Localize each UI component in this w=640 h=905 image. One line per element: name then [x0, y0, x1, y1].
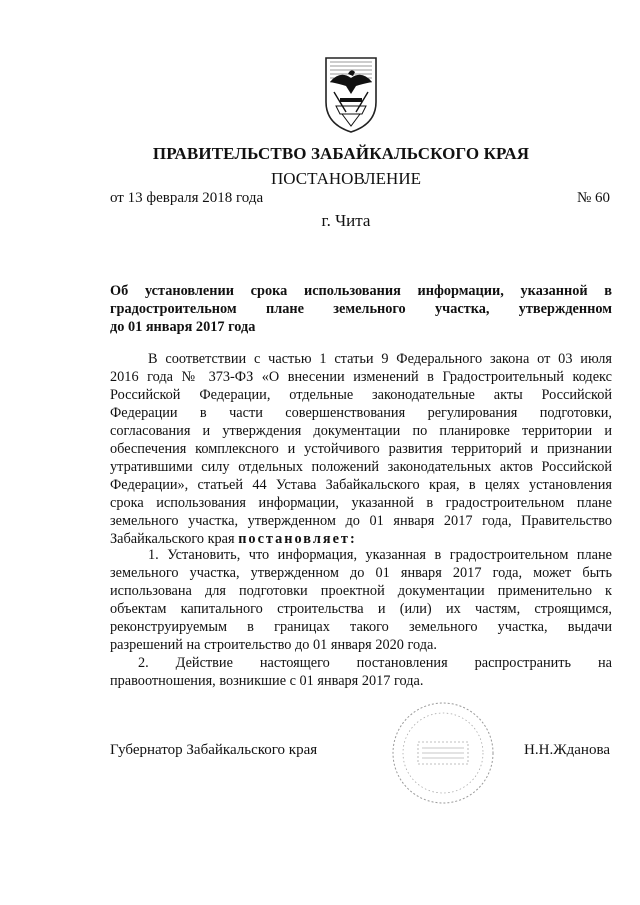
text-line: Российской Федерации, отдельные законодательные акты Российской [110, 387, 612, 403]
text-line: утратившими силу отдельных положений законодательных актов Российской [110, 459, 612, 475]
preamble-paragraph [110, 350, 612, 548]
text-line: Федерации», статьей 44 Устава Забайкальского края, в целях установления [110, 477, 612, 493]
clause-line: реконструируемым в границах такого земельного участка, выдачи [110, 619, 612, 635]
clause-line: объектам капитального строительства и (или) их частям, строящимся, [110, 601, 612, 617]
document-title [110, 282, 612, 336]
signature-position: Губернатор Забайкальского края [110, 742, 318, 758]
clause-line: использована для подготовки проектной документации применительно к [110, 583, 612, 599]
clause-line: разрешений на строительство до 01 января 2020 года. [110, 637, 437, 653]
signature-name: Н.Н.Жданова [524, 742, 610, 758]
text-line: 2016 года № 373-ФЗ «О внесении изменений в Градостроительный кодекс [110, 369, 612, 385]
document-number: № 60 [576, 190, 610, 206]
coat-of-arms-emblem [322, 52, 380, 134]
document-type: ПОСТАНОВЛЕНИЕ [270, 169, 421, 188]
text-fragment: Забайкальского края [110, 531, 235, 547]
clause-line: 2. Действие настоящего постановления распространить на [138, 655, 612, 671]
title-line: до 01 января 2017 года [110, 319, 256, 335]
organization-heading: ПРАВИТЕЛЬСТВО ЗАБАЙКАЛЬСКОГО КРАЯ [152, 144, 530, 163]
official-stamp [388, 698, 498, 808]
clause-line: земельного участка, утвержденном до 01 января 2017 года, может быть [110, 565, 612, 581]
text-line: В соответствии с частью 1 статьи 9 Федерального закона от 03 июля [148, 351, 612, 367]
title-line: Об установлении срока использования информации, указанной в [110, 283, 612, 299]
text-line: согласования и утверждения документации по планировке территории и [110, 423, 612, 439]
clause-line: 1. Установить, что информация, указанная в градостроительном плане [148, 547, 612, 563]
decree-word: постановляет: [238, 531, 357, 547]
clauses [110, 546, 612, 690]
city-name: г. Чита [321, 211, 371, 230]
text-line: обеспечения комплексного и устойчивого развития территорий и признании [110, 441, 612, 457]
clause-line: правоотношения, возникшие с 01 января 2017 года. [110, 673, 424, 689]
text-line: Федерации в части совершенствования регулирования подготовки, [110, 405, 612, 421]
title-line: градостроительном плане земельного участка, утвержденном [110, 301, 612, 317]
text-line: земельного участка, утвержденном до 01 января 2017 года, Правительство [110, 513, 612, 529]
document-date: от 13 февраля 2018 года [110, 190, 264, 206]
text-line: срока использования информации, указанной в градостроительном плане [110, 495, 612, 511]
